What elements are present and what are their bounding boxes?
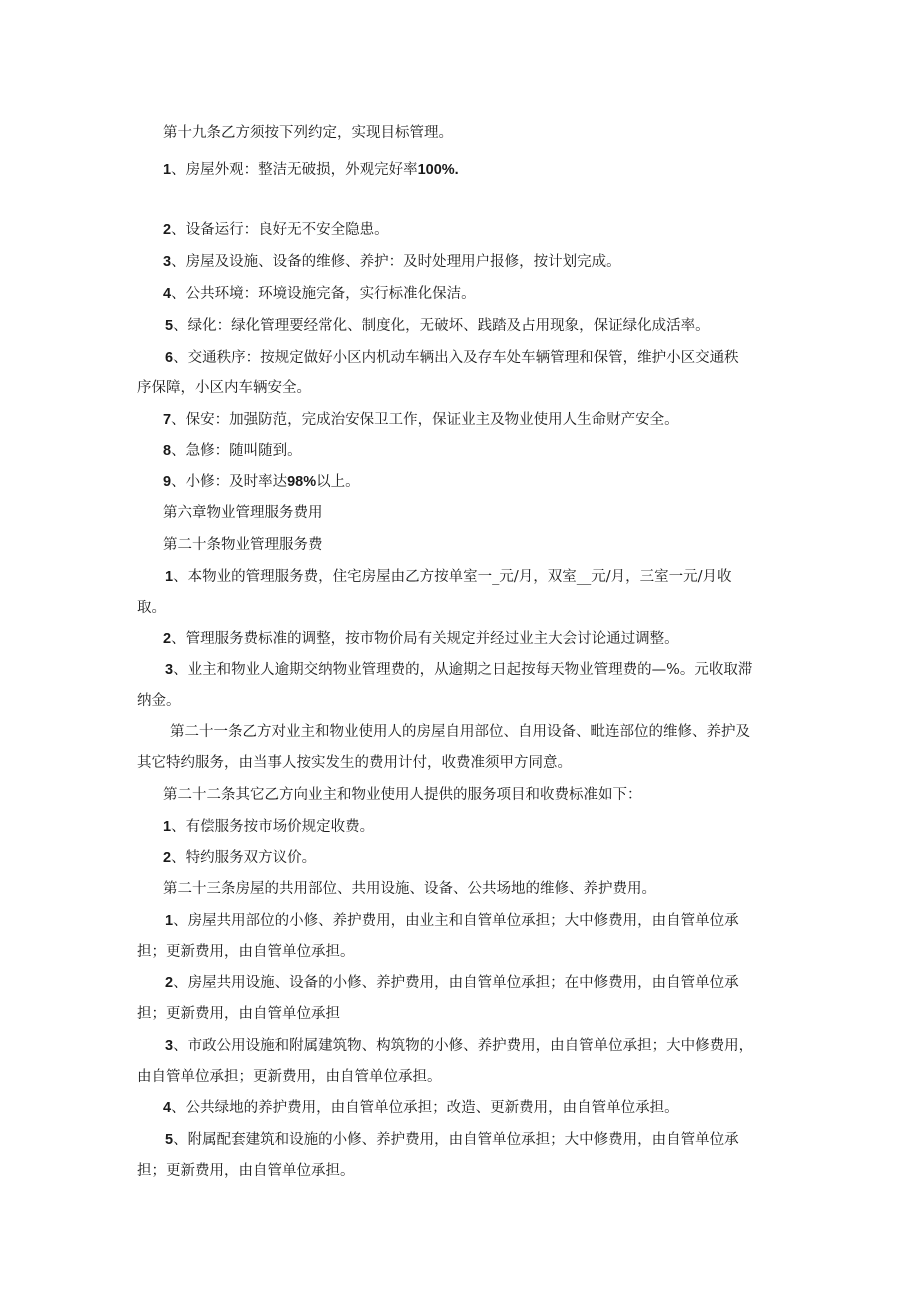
text: 、业主和物业人逾期交纳物业管理费的，从逾期之日起按每天物业管理费的—%。元收取滞 xyxy=(173,662,753,678)
text: 、房屋外观：整洁无破损，外观完好率 xyxy=(171,162,418,178)
text: 、小修：及时率达 xyxy=(171,474,288,490)
item-number: 5 xyxy=(165,318,174,334)
art20-item-3 xyxy=(165,655,815,686)
item-number: 3 xyxy=(165,1038,174,1054)
text: 取。 xyxy=(137,600,166,616)
art23-item-5-cont xyxy=(137,1156,787,1187)
text: 序保障，小区内车辆安全。 xyxy=(137,380,311,396)
text: 、特约服务双方议价。 xyxy=(171,850,317,866)
item-number: 9 xyxy=(163,474,172,490)
art23-item-4 xyxy=(163,1093,813,1124)
text: 担；更新费用，由自管单位承担。 xyxy=(137,1163,355,1179)
text: 、绿化：绿化管理要经常化、制度化，无破坏、践踏及占用现象，保证绿化成活率。 xyxy=(173,318,710,334)
text: 第十九条乙方须按下列约定，实现目标管理。 xyxy=(163,125,453,141)
text: 、有偿服务按市场价规定收费。 xyxy=(171,819,375,835)
article-19-heading xyxy=(163,118,813,149)
text: 第二十三条房屋的共用部位、共用设施、设备、公共场地的维修、养护费用。 xyxy=(163,881,656,897)
item-number: 3 xyxy=(163,254,172,270)
text: 、市政公用设施和附属建筑物、构筑物的小修、养护费用，由自管单位承担；大中修费用， xyxy=(173,1038,754,1054)
text: 第六章物业管理服务费用 xyxy=(163,505,323,521)
text: 、公共环境：环境设施完备，实行标准化保洁。 xyxy=(171,286,476,302)
item-number: 1 xyxy=(165,569,174,585)
item-5-greening xyxy=(165,311,815,342)
item-number: 5 xyxy=(165,1132,174,1148)
article-21 xyxy=(170,717,820,748)
item-number: 1 xyxy=(163,819,172,835)
text: 、本物业的管理服务费，住宅房屋由乙方按单室一_元/月，双室__元/月，三室一元/月收 xyxy=(173,569,732,585)
text: 纳金。 xyxy=(137,693,181,709)
item-4-environment xyxy=(163,279,813,310)
art23-item-5 xyxy=(165,1125,815,1156)
item-number: 8 xyxy=(163,443,172,459)
text: 以上。 xyxy=(316,474,360,490)
art22-item-2 xyxy=(163,843,813,874)
text: 第二十一条乙方对业主和物业使用人的房屋自用部位、自用设备、毗连部位的维修、养护及 xyxy=(170,724,750,740)
article-20-heading xyxy=(163,530,813,561)
item-6-traffic xyxy=(165,343,815,374)
item-number: 2 xyxy=(165,975,174,991)
art23-item-2 xyxy=(165,968,815,999)
text: 担；更新费用，由自管单位承担 xyxy=(137,1006,340,1022)
article-21-cont xyxy=(137,748,787,779)
item-number: 4 xyxy=(163,286,172,302)
item-number: 1 xyxy=(165,913,174,929)
art20-item-2 xyxy=(163,624,813,655)
art23-item-3-cont xyxy=(137,1062,787,1093)
item-9-minor-repair xyxy=(163,467,813,498)
text: 、公共绿地的养护费用，由自管单位承担；改造、更新费用，由自管单位承担。 xyxy=(171,1100,679,1116)
text: 、房屋共用部位的小修、养护费用，由业主和自管单位承担；大中修费用，由自管单位承 xyxy=(173,913,739,929)
item-1-exterior xyxy=(163,155,813,186)
art23-item-1-cont xyxy=(137,937,787,968)
item-7-security xyxy=(163,405,813,436)
item-2-equipment xyxy=(163,215,813,246)
article-22 xyxy=(163,780,813,811)
item-number: 1 xyxy=(163,162,172,178)
text: 、设备运行：良好无不安全隐患。 xyxy=(171,222,389,238)
art20-item-1-cont xyxy=(137,593,787,624)
art23-item-3 xyxy=(165,1031,815,1062)
text: 、交通秩序：按规定做好小区内机动车辆出入及存车处车辆管理和保管，维护小区交通秩 xyxy=(173,350,739,366)
item-number: 4 xyxy=(163,1100,172,1116)
item-8-emergency xyxy=(163,436,813,467)
bold-value: 98% xyxy=(287,474,317,490)
art20-item-3-cont xyxy=(137,686,787,717)
article-23 xyxy=(163,874,813,905)
item-3-maintenance xyxy=(163,247,813,278)
item-number: 2 xyxy=(163,631,172,647)
item-number: 7 xyxy=(163,412,172,428)
text: 第二十条物业管理服务费 xyxy=(163,537,323,553)
text: 其它特约服务，由当事人按实发生的费用计付，收费准须甲方同意。 xyxy=(137,755,572,771)
item-number: 2 xyxy=(163,850,172,866)
item-number: 2 xyxy=(163,222,172,238)
art20-item-1 xyxy=(165,562,815,593)
text: 由自管单位承担；更新费用，由自管单位承担。 xyxy=(137,1069,442,1085)
text: 、附属配套建筑和设施的小修、养护费用，由自管单位承担；大中修费用，由自管单位承 xyxy=(173,1132,739,1148)
art23-item-1 xyxy=(165,906,815,937)
item-6-traffic-cont xyxy=(137,373,787,404)
text: 、房屋及设施、设备的维修、养护：及时处理用户报修，按计划完成。 xyxy=(171,254,621,270)
text: 、急修：随叫随到。 xyxy=(171,443,302,459)
bold-value: 100%. xyxy=(417,162,459,178)
text: 第二十二条其它乙方向业主和物业使用人提供的服务项目和收费标准如下： xyxy=(163,787,642,803)
chapter-6-heading xyxy=(163,498,813,529)
text: 、房屋共用设施、设备的小修、养护费用，由自管单位承担；在中修费用，由自管单位承 xyxy=(173,975,739,991)
item-number: 6 xyxy=(165,350,174,366)
art22-item-1 xyxy=(163,812,813,843)
text: 、管理服务费标准的调整，按市物价局有关规定并经过业主大会讨论通过调整。 xyxy=(171,631,679,647)
text: 担；更新费用，由自管单位承担。 xyxy=(137,944,355,960)
text: 、保安：加强防范，完成治安保卫工作，保证业主及物业使用人生命财产安全。 xyxy=(171,412,679,428)
item-number: 3 xyxy=(165,662,174,678)
art23-item-2-cont xyxy=(137,999,787,1030)
